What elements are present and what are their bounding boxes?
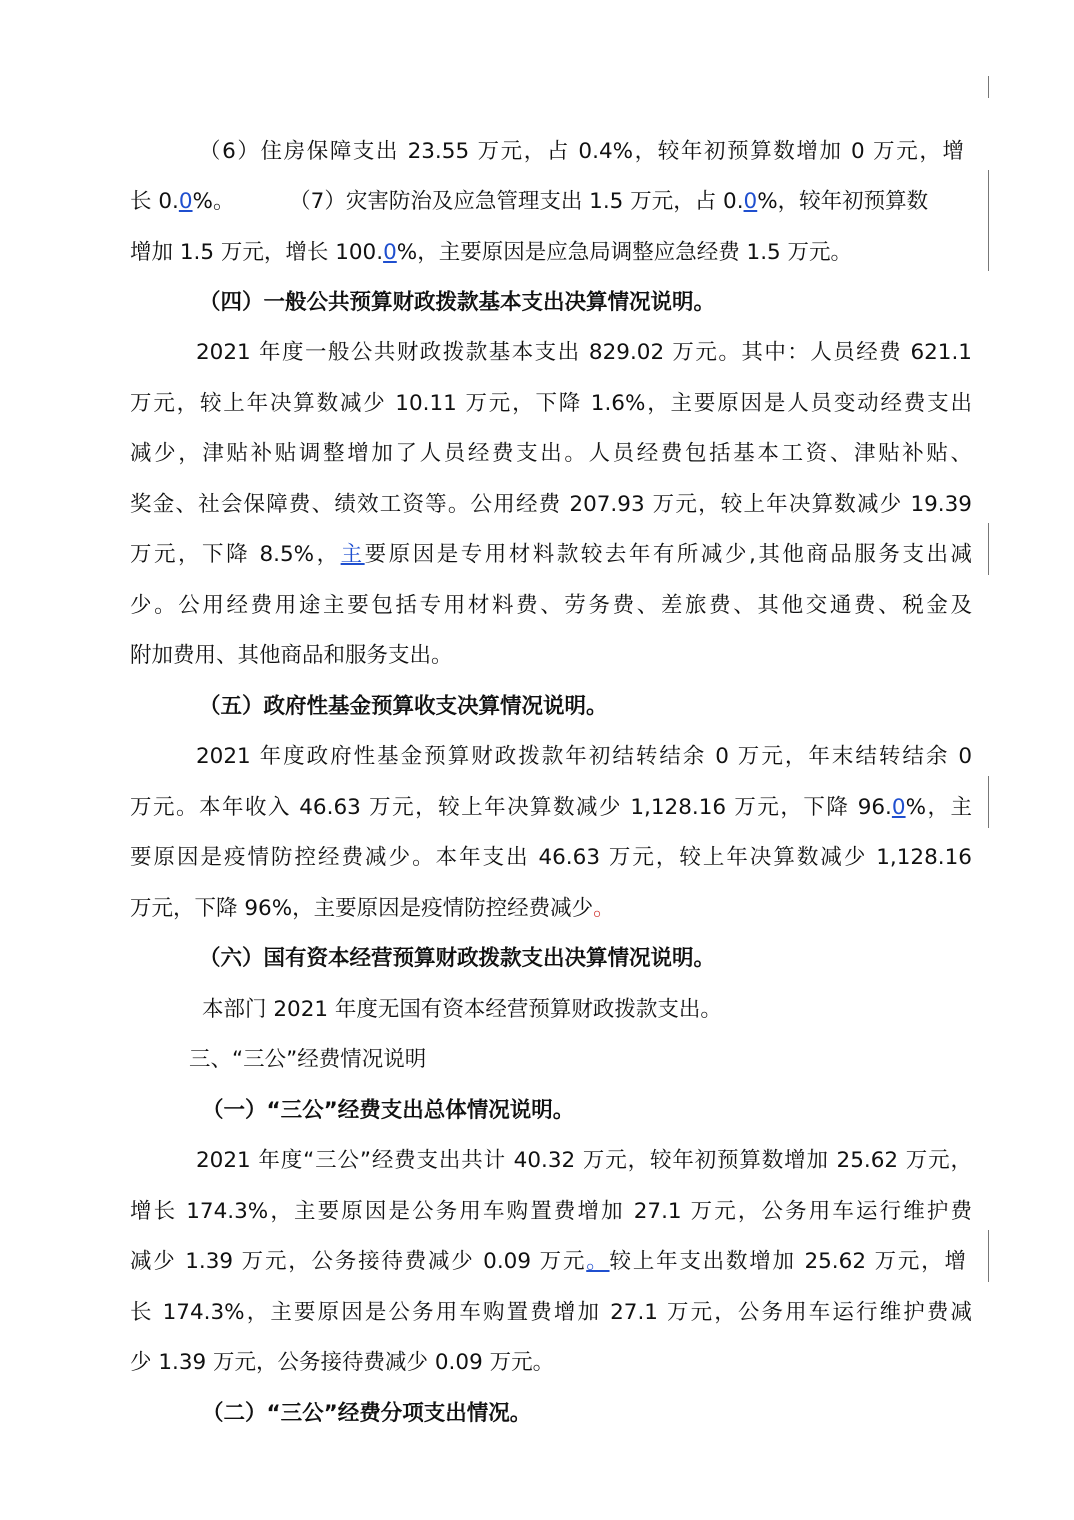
change-bar bbox=[988, 776, 989, 828]
text-line: 减少 1.39 万元，公务接待费减少 0.09 万元。较上年支出数增加 25.62 万元，增 bbox=[130, 1249, 966, 1274]
text-line: 长 0.0%。 （7）灾害防治及应急管理支出 1.5 万元，占 0.0%，较年初预算数 bbox=[130, 189, 929, 214]
text-line: 少 1.39 万元，公务接待费减少 0.09 万元。 bbox=[130, 1350, 555, 1375]
text-line: 2021 年度政府性基金预算财政拨款年初结转结余 0 万元，年末结转结余 0 bbox=[196, 744, 972, 769]
section-heading: （二）“三公”经费分项支出情况。 bbox=[202, 1401, 532, 1426]
change-bar bbox=[988, 76, 989, 98]
revision-mark: 主 bbox=[340, 542, 365, 567]
revision-mark: 。 bbox=[593, 896, 615, 921]
text-line: 附加费用、其他商品和服务支出。 bbox=[130, 643, 453, 668]
text-line: 奖金、社会保障费、绩效工资等。公用经费 207.93 万元，较上年决算数减少 19.39 bbox=[130, 492, 972, 517]
text-line: 要原因是疫情防控经费减少。本年支出 46.63 万元，较上年决算数减少 1,128.16 bbox=[130, 845, 972, 870]
revision-mark: 0 bbox=[383, 240, 397, 265]
section-heading: （四）一般公共预算财政拨款基本支出决算情况说明。 bbox=[199, 290, 716, 315]
revision-mark: 0 bbox=[891, 795, 906, 820]
text-line: 2021 年度一般公共财政拨款基本支出 829.02 万元。其中：人员经费 621.1 bbox=[196, 340, 972, 365]
text-line: 增长 174.3%，主要原因是公务用车购置费增加 27.1 万元，公务用车运行维护费 bbox=[130, 1199, 972, 1224]
text-line: 2021 年度“三公”经费支出共计 40.32 万元，较年初预算数增加 25.62 万元， bbox=[196, 1148, 972, 1173]
section-heading: （六）国有资本经营预算财政拨款支出决算情况说明。 bbox=[199, 946, 716, 971]
text-line: 万元。本年收入 46.63 万元，较上年决算数减少 1,128.16 万元，下降 96.0%，主 bbox=[130, 795, 972, 820]
revision-mark: 。 bbox=[586, 1249, 610, 1274]
section-heading: （五）政府性基金预算收支决算情况说明。 bbox=[199, 694, 608, 719]
change-bar bbox=[988, 1230, 989, 1282]
text-line: 增加 1.5 万元，增长 100.0%，主要原因是应急局调整应急经费 1.5 万元。 bbox=[130, 240, 853, 265]
text-line: 万元，下降 96%，主要原因是疫情防控经费减少。 bbox=[130, 896, 615, 921]
text-line: 本部门 2021 年度无国有资本经营预算财政拨款支出。 bbox=[202, 997, 722, 1022]
text-line: 少。公用经费用途主要包括专用材料费、劳务费、差旅费、其他交通费、税金及 bbox=[130, 593, 972, 618]
revision-mark: 0 bbox=[743, 189, 758, 214]
text-line: 减少，津贴补贴调整增加了人员经费支出。人员经费包括基本工资、津贴补贴、 bbox=[130, 441, 972, 466]
text-line: 万元，下降 8.5%，主要原因是专用材料款较去年有所减少,其他商品服务支出减 bbox=[130, 542, 972, 567]
text-line: （6）住房保障支出 23.55 万元，占 0.4%，较年初预算数增加 0 万元，增 bbox=[199, 139, 964, 164]
revision-mark: 0 bbox=[178, 189, 193, 214]
section-heading: （一）“三公”经费支出总体情况说明。 bbox=[202, 1098, 575, 1123]
change-bar bbox=[988, 170, 989, 271]
chapter-heading: 三、“三公”经费情况说明 bbox=[189, 1047, 427, 1072]
text-line: 万元，较上年决算数减少 10.11 万元，下降 1.6%，主要原因是人员变动经费支出 bbox=[130, 391, 972, 416]
text-line: 长 174.3%，主要原因是公务用车购置费增加 27.1 万元，公务用车运行维护费减 bbox=[130, 1300, 972, 1325]
change-bar bbox=[988, 523, 989, 575]
